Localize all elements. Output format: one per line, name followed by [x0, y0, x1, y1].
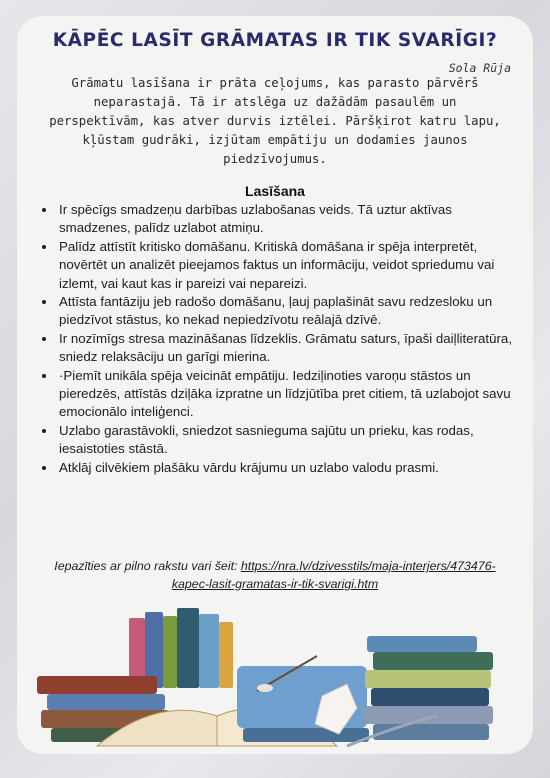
article-card — [17, 16, 533, 754]
intro-paragraph: Grāmatu lasīšana ir prāta ceļojums, kas parasto pārvērš neparastajā. Tā ir atslēga uz dažādām pasaulēm un perspektīvām, kas atver durvis iztēlei. Pāršķirot katru lapu, kļūstam gudrāki, izjūtam empātiju un dodamies jaunos piedzīvojumus. — [49, 76, 501, 166]
page-title: KĀPĒC LASĪT GRĀMATAS IR TIK SVARĪGI? — [52, 30, 498, 51]
list-item: • Ir nozīmīgs stresa mazināšanas līdzeklis. Grāmatu saturs, īpaši daiļliteratūra, sniedz relaksāciju un garīgi mierina. — [57, 330, 527, 367]
author-name: Sola Rūja — [448, 61, 511, 75]
source-note — [39, 557, 511, 593]
article-link[interactable]: https://nra.lv/dzivesstils/maja-interjers/473476-kapec-lasit-gramatas-ir-tik-svarigi.htm — [171, 559, 496, 591]
list-item: • ·Piemīt unikāla spēja veicināt empātiju. Iedziļinoties varoņu stāstos un pieredzēs, attīstās dziļāka izpratne un līdzjūtība pret citiem, tā uzlabojot savu emocionālo inteliģenci. — [57, 367, 527, 422]
section-title: Lasīšana — [245, 183, 305, 199]
list-item: • Uzlabo garastāvokli, sniedzot sasnieguma sajūtu un prieku, kas rodas, iesaistoties stāstā. — [57, 422, 527, 459]
stack-of-books-illustration — [17, 596, 533, 754]
list-item: • Atklāj cilvēkiem plašāku vārdu krājumu un uzlabo valodu prasmi. — [57, 459, 527, 477]
list-item: • Ir spēcīgs smadzeņu darbības uzlabošanas veids. Tā uztur aktīvas smadzenes, palīdz uzlabot atmiņu. — [57, 201, 527, 238]
list-item: • Palīdz attīstīt kritisko domāšanu. Kritiskā domāšana ir spēja interpretēt, novērtēt un analizēt pieejamos faktus un informāciju, veidot spriedumu vai izlemt, vai kaut kas ir pareizi vai nepareizi. — [57, 238, 527, 293]
benefits-list — [39, 201, 527, 477]
source-prefix: Iepazīties ar pilno rakstu vari šeit: — [54, 559, 241, 573]
list-item: • Attīsta fantāziju jeb radošo domāšanu, ļauj paplašināt savu redzesloku un piedzīvot stāstus, ko nekad nepiedzīvotu reālajā dzīvē. — [57, 293, 527, 330]
